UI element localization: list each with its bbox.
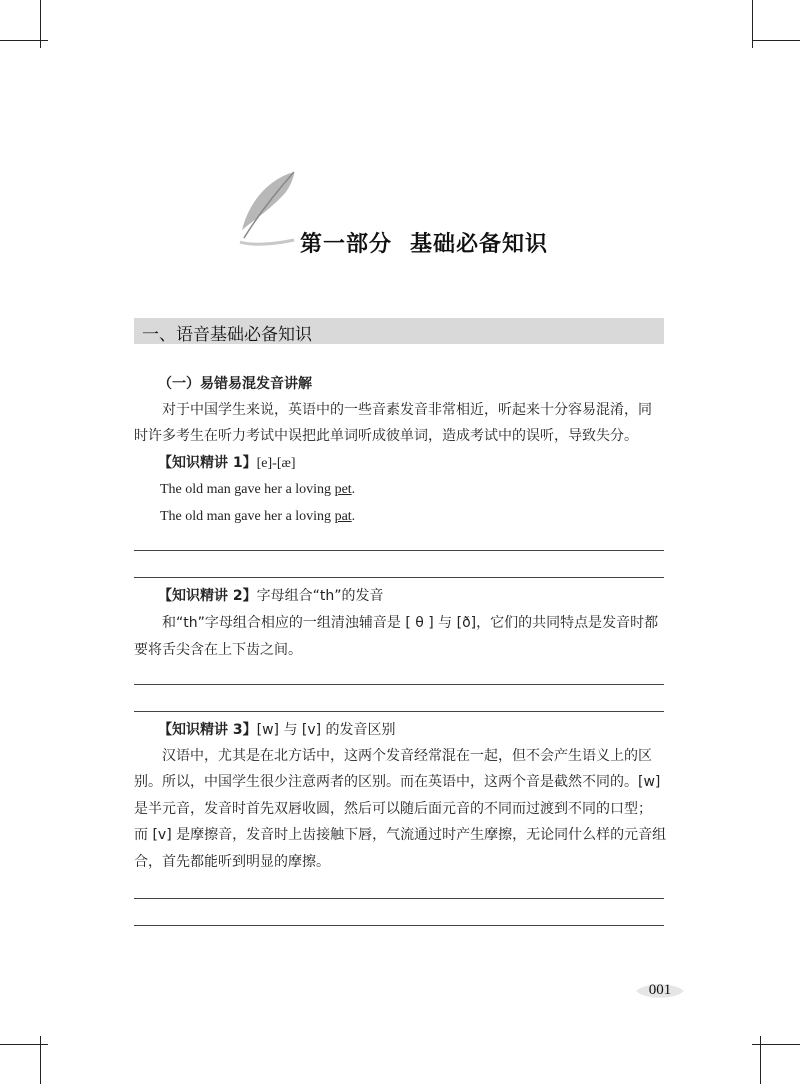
feather-icon — [232, 168, 302, 252]
subsection-title: （一）易错易混发音讲解 — [158, 376, 312, 392]
body-line: 合，首先都能听到明显的摩擦。 — [134, 854, 330, 870]
intro-line: 时许多考生在听力考试中误把此单词听成彼单词，造成考试中的误听，导致失分。 — [134, 428, 638, 444]
note-line — [134, 898, 664, 899]
knowledge-topic: [w] 与 [v] 的发音区别 — [256, 722, 396, 738]
note-line — [134, 550, 664, 551]
example-word: pet — [334, 482, 352, 497]
knowledge-point-3-heading — [158, 720, 396, 740]
note-line — [134, 711, 664, 712]
part-title — [300, 227, 548, 258]
section-title: 一、语音基础必备知识 — [142, 325, 312, 345]
body-line: 要将舌尖含在上下齿之间。 — [134, 642, 302, 658]
knowledge-topic: 字母组合“th”的发音 — [256, 588, 384, 604]
example-text: The old man gave her a loving — [160, 482, 335, 497]
page-number-badge — [636, 980, 684, 1002]
body-line: 汉语中，尤其是在北方话中，这两个发音经常混在一起，但不会产生语义上的区 — [162, 748, 652, 764]
knowledge-topic: [e]-[æ] — [256, 456, 296, 471]
knowledge-point-2-heading — [158, 586, 384, 606]
note-line — [134, 577, 664, 578]
crop-mark — [0, 40, 48, 41]
knowledge-label: 【知识精讲 1】 — [158, 455, 257, 471]
crop-mark — [752, 1044, 800, 1045]
example-punct: . — [351, 509, 356, 524]
body-line: 而 [v] 是摩擦音，发音时上齿接触下唇，气流通过时产生摩擦，无论同什么样的元音组 — [134, 827, 667, 843]
body-line: 是半元音，发音时首先双唇收圆，然后可以随后面元音的不同而过渡到不同的口型； — [134, 801, 652, 817]
part-number: 第一部分 — [300, 232, 393, 257]
note-line — [134, 684, 664, 685]
section-heading — [134, 318, 664, 344]
body-line: 和“th”字母组合相应的一组清浊辅音是 [ θ ] 与 [ð]，它们的共同特点是发音时都 — [162, 615, 659, 631]
knowledge-point-1-heading — [158, 453, 296, 474]
example-word: pat — [334, 509, 352, 524]
note-line — [134, 925, 664, 926]
crop-mark — [0, 1044, 48, 1045]
example-sentence — [160, 480, 355, 500]
knowledge-label: 【知识精讲 2】 — [158, 588, 257, 604]
part-subtitle: 基础必备知识 — [410, 232, 549, 257]
knowledge-label: 【知识精讲 3】 — [158, 722, 257, 738]
intro-line: 对于中国学生来说，英语中的一些音素发音非常相近，听起来十分容易混淆，同 — [162, 402, 652, 418]
page-number: 001 — [648, 982, 672, 998]
example-punct: . — [351, 482, 356, 497]
crop-mark — [752, 40, 800, 41]
body-line: 别。所以，中国学生很少注意两者的区别。而在英语中，这两个音是截然不同的。[w] — [134, 774, 661, 790]
example-sentence — [160, 507, 355, 527]
example-text: The old man gave her a loving — [160, 509, 335, 524]
